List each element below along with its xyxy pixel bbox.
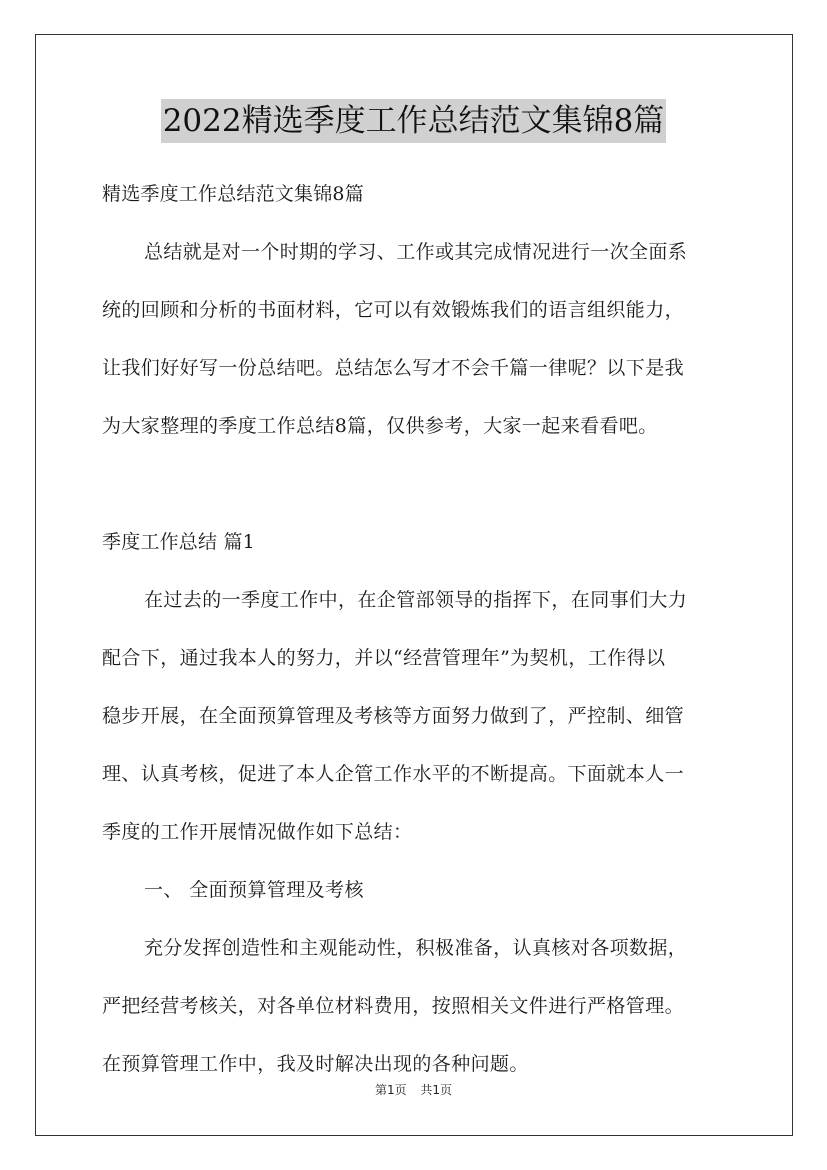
intro-line: 让我们好好写一份总结吧。总结怎么写才不会千篇一律呢？以下是我	[102, 357, 685, 379]
intro-line: 统的回顾和分析的书面材料，它可以有效锻炼我们的语言组织能力，	[102, 299, 685, 321]
subsection-heading-block	[102, 868, 732, 926]
section-line: 稳步开展，在全面预算管理及考核等方面努力做到了，严控制、细管	[102, 705, 685, 727]
page-footer	[0, 1081, 827, 1098]
section-line: 配合下，通过我本人的努力，并以“经营管理年”为契机，工作得以	[102, 647, 666, 669]
section-paragraph	[102, 578, 732, 868]
title-container	[0, 99, 827, 143]
subsection-heading: 一、 全面预算管理及考核	[144, 879, 364, 901]
page-total: 共1页	[420, 1083, 453, 1097]
spacer	[102, 462, 732, 520]
subsection-paragraph	[102, 926, 732, 1100]
subtitle: 精选季度工作总结范文集锦8篇	[102, 183, 364, 205]
section-heading: 季度工作总结 篇1	[102, 531, 255, 553]
intro-line: 总结就是对一个时期的学习、工作或其完成情况进行一次全面系	[144, 241, 688, 263]
subsection-line: 充分发挥创造性和主观能动性，积极准备，认真核对各项数据，	[144, 937, 688, 959]
subsection-line: 在预算管理工作中，我及时解决出现的各种问题。	[102, 1053, 529, 1075]
section-line: 在过去的一季度工作中，在企管部领导的指挥下，在同事们大力	[144, 589, 688, 611]
intro-line: 为大家整理的季度工作总结8篇，仅供参考，大家一起来看看吧。	[102, 415, 658, 437]
subsection-line: 严把经营考核关，对各单位材料费用，按照相关文件进行严格管理。	[102, 995, 685, 1017]
intro-paragraph	[102, 230, 732, 462]
document-title: 2022精选季度工作总结范文集锦8篇	[161, 99, 667, 143]
section-line: 季度的工作开展情况做作如下总结：	[102, 821, 413, 843]
page-number: 第1页	[374, 1083, 407, 1097]
section-line: 理、认真考核，促进了本人企管工作水平的不断提高。下面就本人一	[102, 763, 685, 785]
document-body	[102, 172, 732, 1100]
